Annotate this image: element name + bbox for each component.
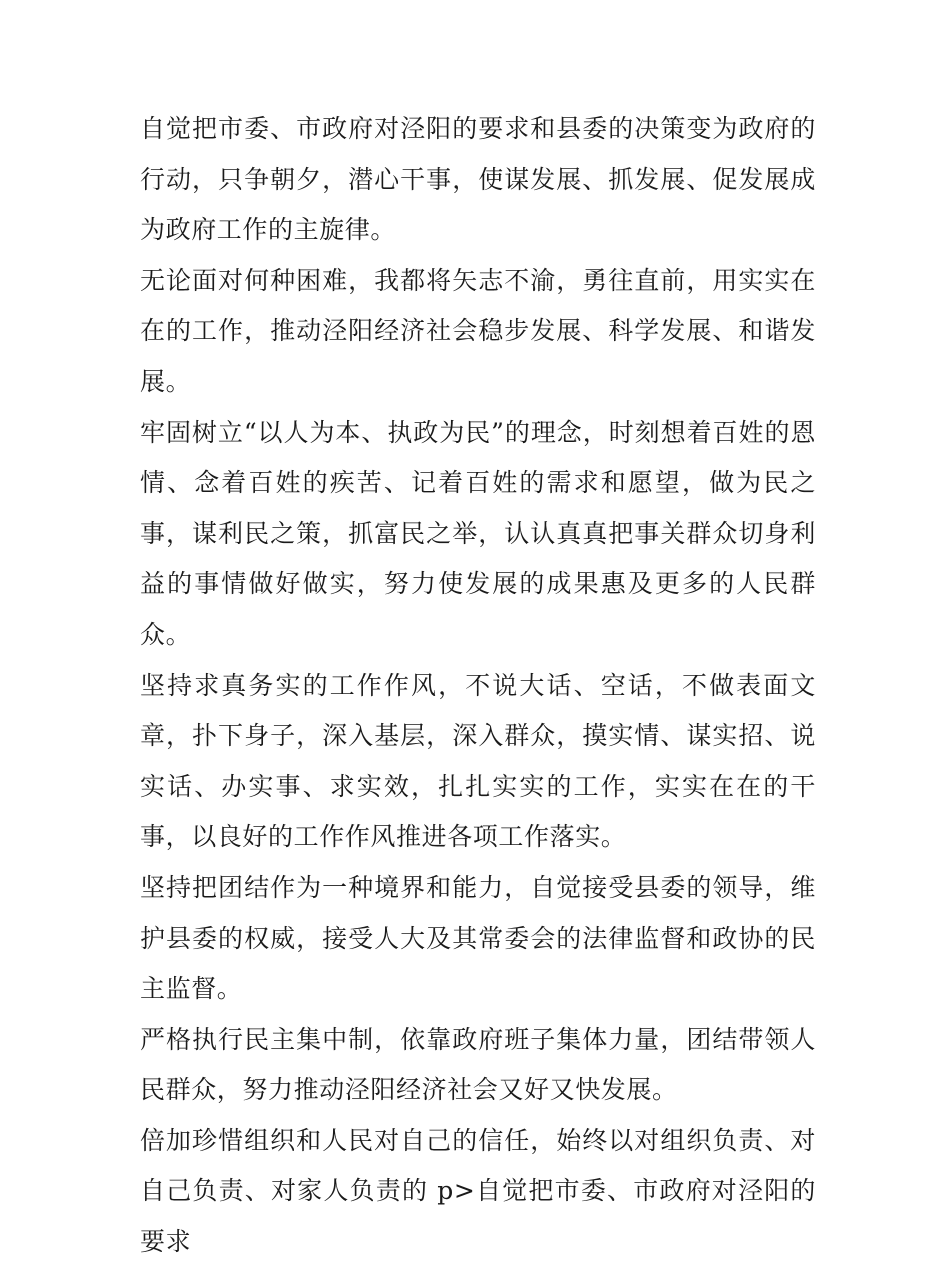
paragraph-5: 坚持把团结作为一种境界和能力，自觉接受县委的领导，维护县委的权威，接受人大及其常委会的法律监督和政协的民主监督。	[140, 872, 816, 1004]
paragraph-7: 倍加珍惜组织和人民对自己的信任，始终以对组织负责、对自己负责、对家人负责的 p>自觉把市委、市政府对泾阳的要求	[140, 1125, 816, 1257]
paragraph-3: 牢固树立“以人为本、执政为民”的理念，时刻想着百姓的恩情、念着百姓的疾苦、记着百姓的需求和愿望，做为民之事，谋利民之策，抓富民之举，认认真真把事关群众切身利益的事情做好做实，努力使发展的成果惠及更多的人民群众。	[140, 417, 816, 649]
document-body	[140, 104, 816, 1268]
paragraph-1: 自觉把市委、市政府对泾阳的要求和县委的决策变为政府的行动，只争朝夕，潜心干事，使谋发展、抓发展、促发展成为政府工作的主旋律。	[140, 114, 816, 245]
paragraph-4: 坚持求真务实的工作作风，不说大话、空话，不做表面文章，扑下身子，深入基层，深入群众，摸实情、谋实招、说实话、办实事、求实效，扎扎实实的工作，实实在在的干事，以良好的工作作风推进各项工作落实。	[140, 670, 816, 852]
paragraph-2: 无论面对何种困难，我都将矢志不渝，勇往直前，用实实在在的工作，推动泾阳经济社会稳步发展、科学发展、和谐发展。	[140, 265, 816, 396]
paragraph-6: 严格执行民主集中制，依靠政府班子集体力量，团结带领人民群众，努力推动泾阳经济社会又好又快发展。	[140, 1024, 816, 1105]
